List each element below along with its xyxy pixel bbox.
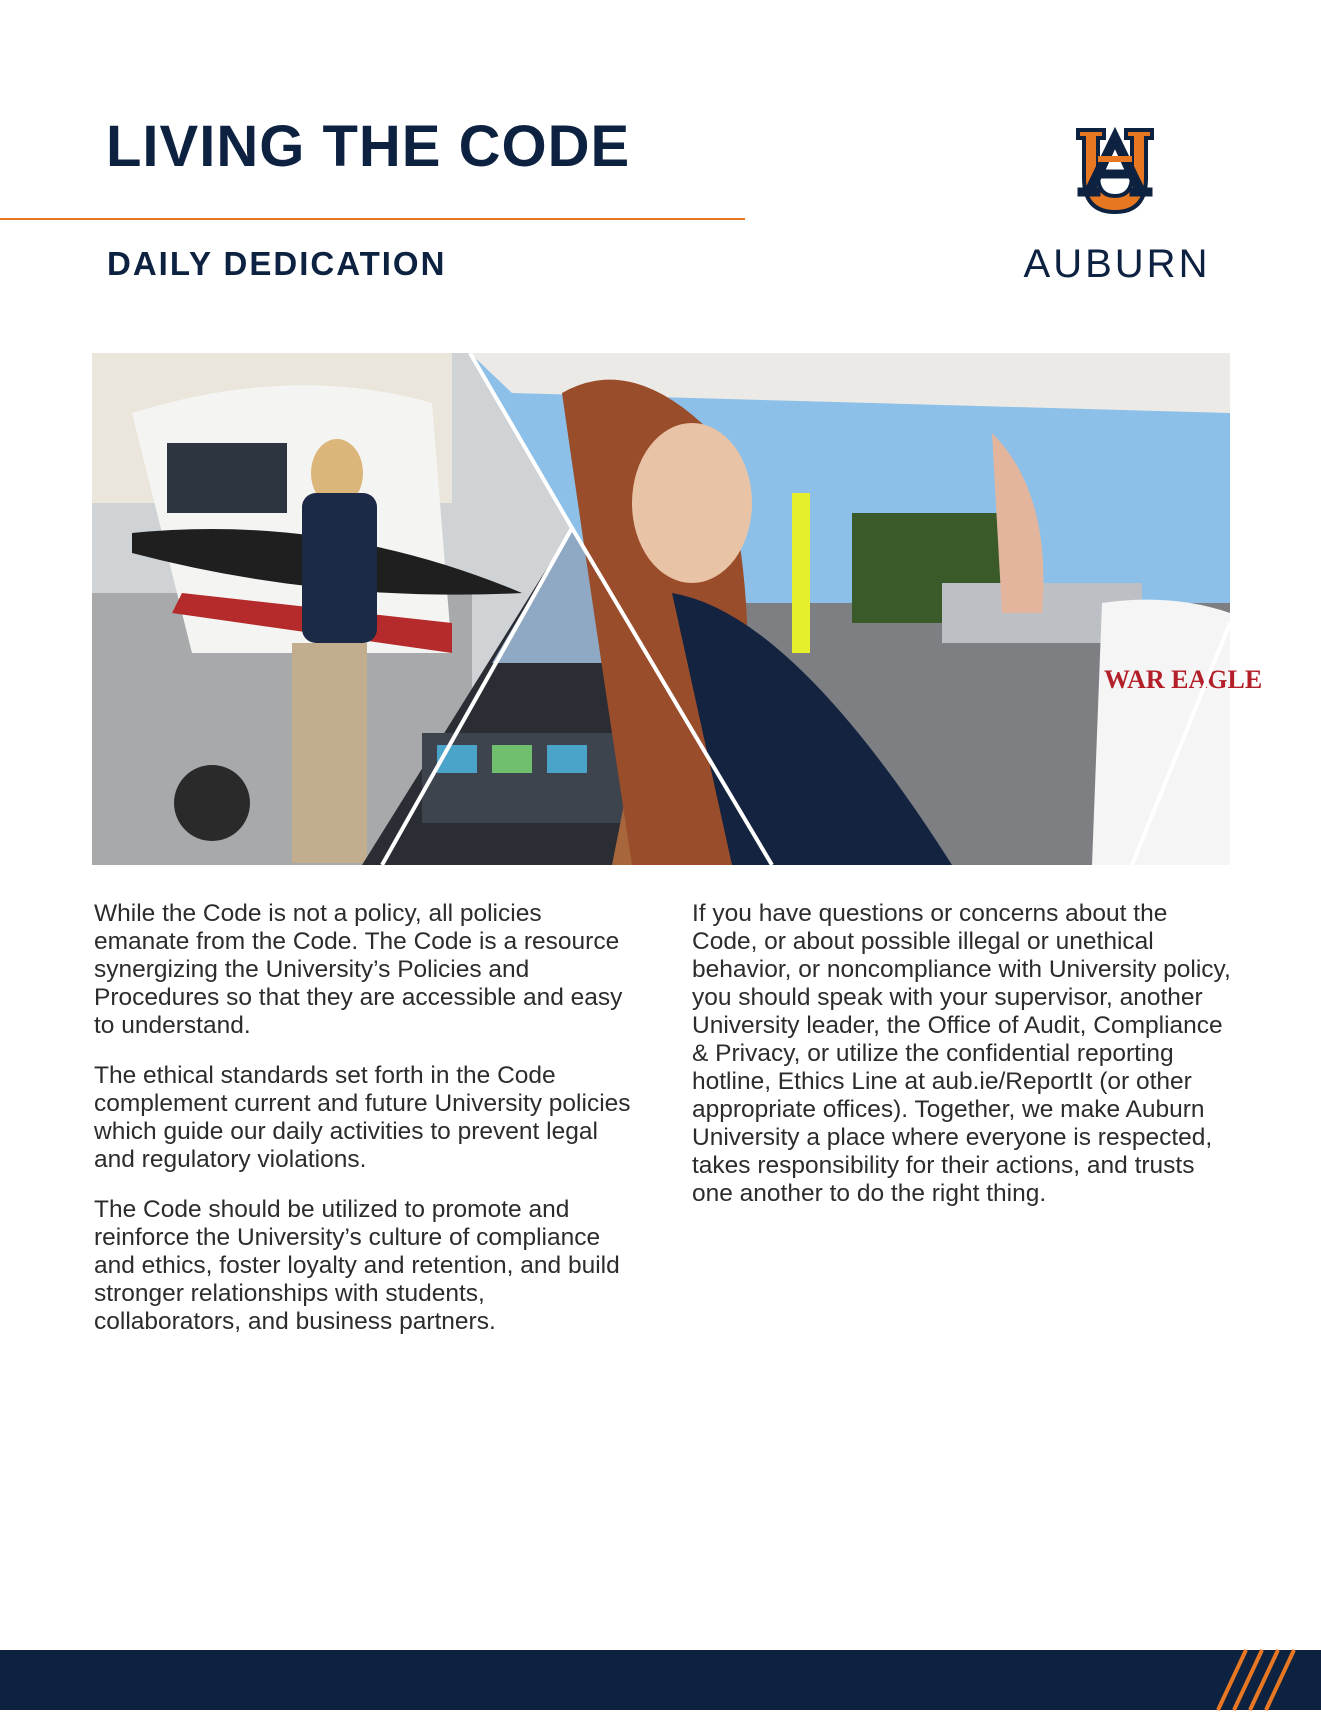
orange-stripes-icon bbox=[0, 1650, 1321, 1710]
page-subtitle: DAILY DEDICATION bbox=[107, 245, 447, 282]
right-column bbox=[692, 900, 1232, 1230]
left-column bbox=[94, 900, 634, 1358]
au-monogram-icon bbox=[1060, 126, 1170, 218]
title-divider bbox=[0, 218, 745, 220]
footer-bar bbox=[0, 1650, 1321, 1710]
paragraph: The Code should be utilized to promote and reinforce the University’s culture of compliance and ethics, foster loyalty and retention, and build stronger relationships with students, collaborators, and business partners. bbox=[94, 1196, 620, 1335]
auburn-wordmark: AUBURN bbox=[1023, 242, 1211, 286]
paragraph: While the Code is not a policy, all policies emanate from the Code. The Code is a resource synergizing the University’s Policies and Procedures so that they are accessible and easy to understand. bbox=[94, 900, 623, 1039]
paragraph: The ethical standards set forth in the Code complement current and future University policies which guide our daily activities to prevent legal and regulatory violations. bbox=[94, 1062, 631, 1173]
paragraph: If you have questions or concerns about the Code, or about possible illegal or unethical behavior, or noncompliance with University policy, you should speak with your supervisor, another University leader, the Office of Audit, Compliance & Privacy, or utilize the confidential reporting hotline, Ethics Line at aub.ie/ReportIt (or other appropriate offices). Together, we make Auburn University a place where everyone is respected, takes responsibility for their actions, and trusts one another to do the right thing. bbox=[692, 900, 1231, 1207]
auburn-logo bbox=[1004, 126, 1230, 286]
wing-lettering: WAR EAGLE bbox=[1104, 665, 1263, 694]
hero-photo-collage bbox=[92, 353, 1263, 865]
page-title: LIVING THE CODE bbox=[106, 114, 631, 179]
